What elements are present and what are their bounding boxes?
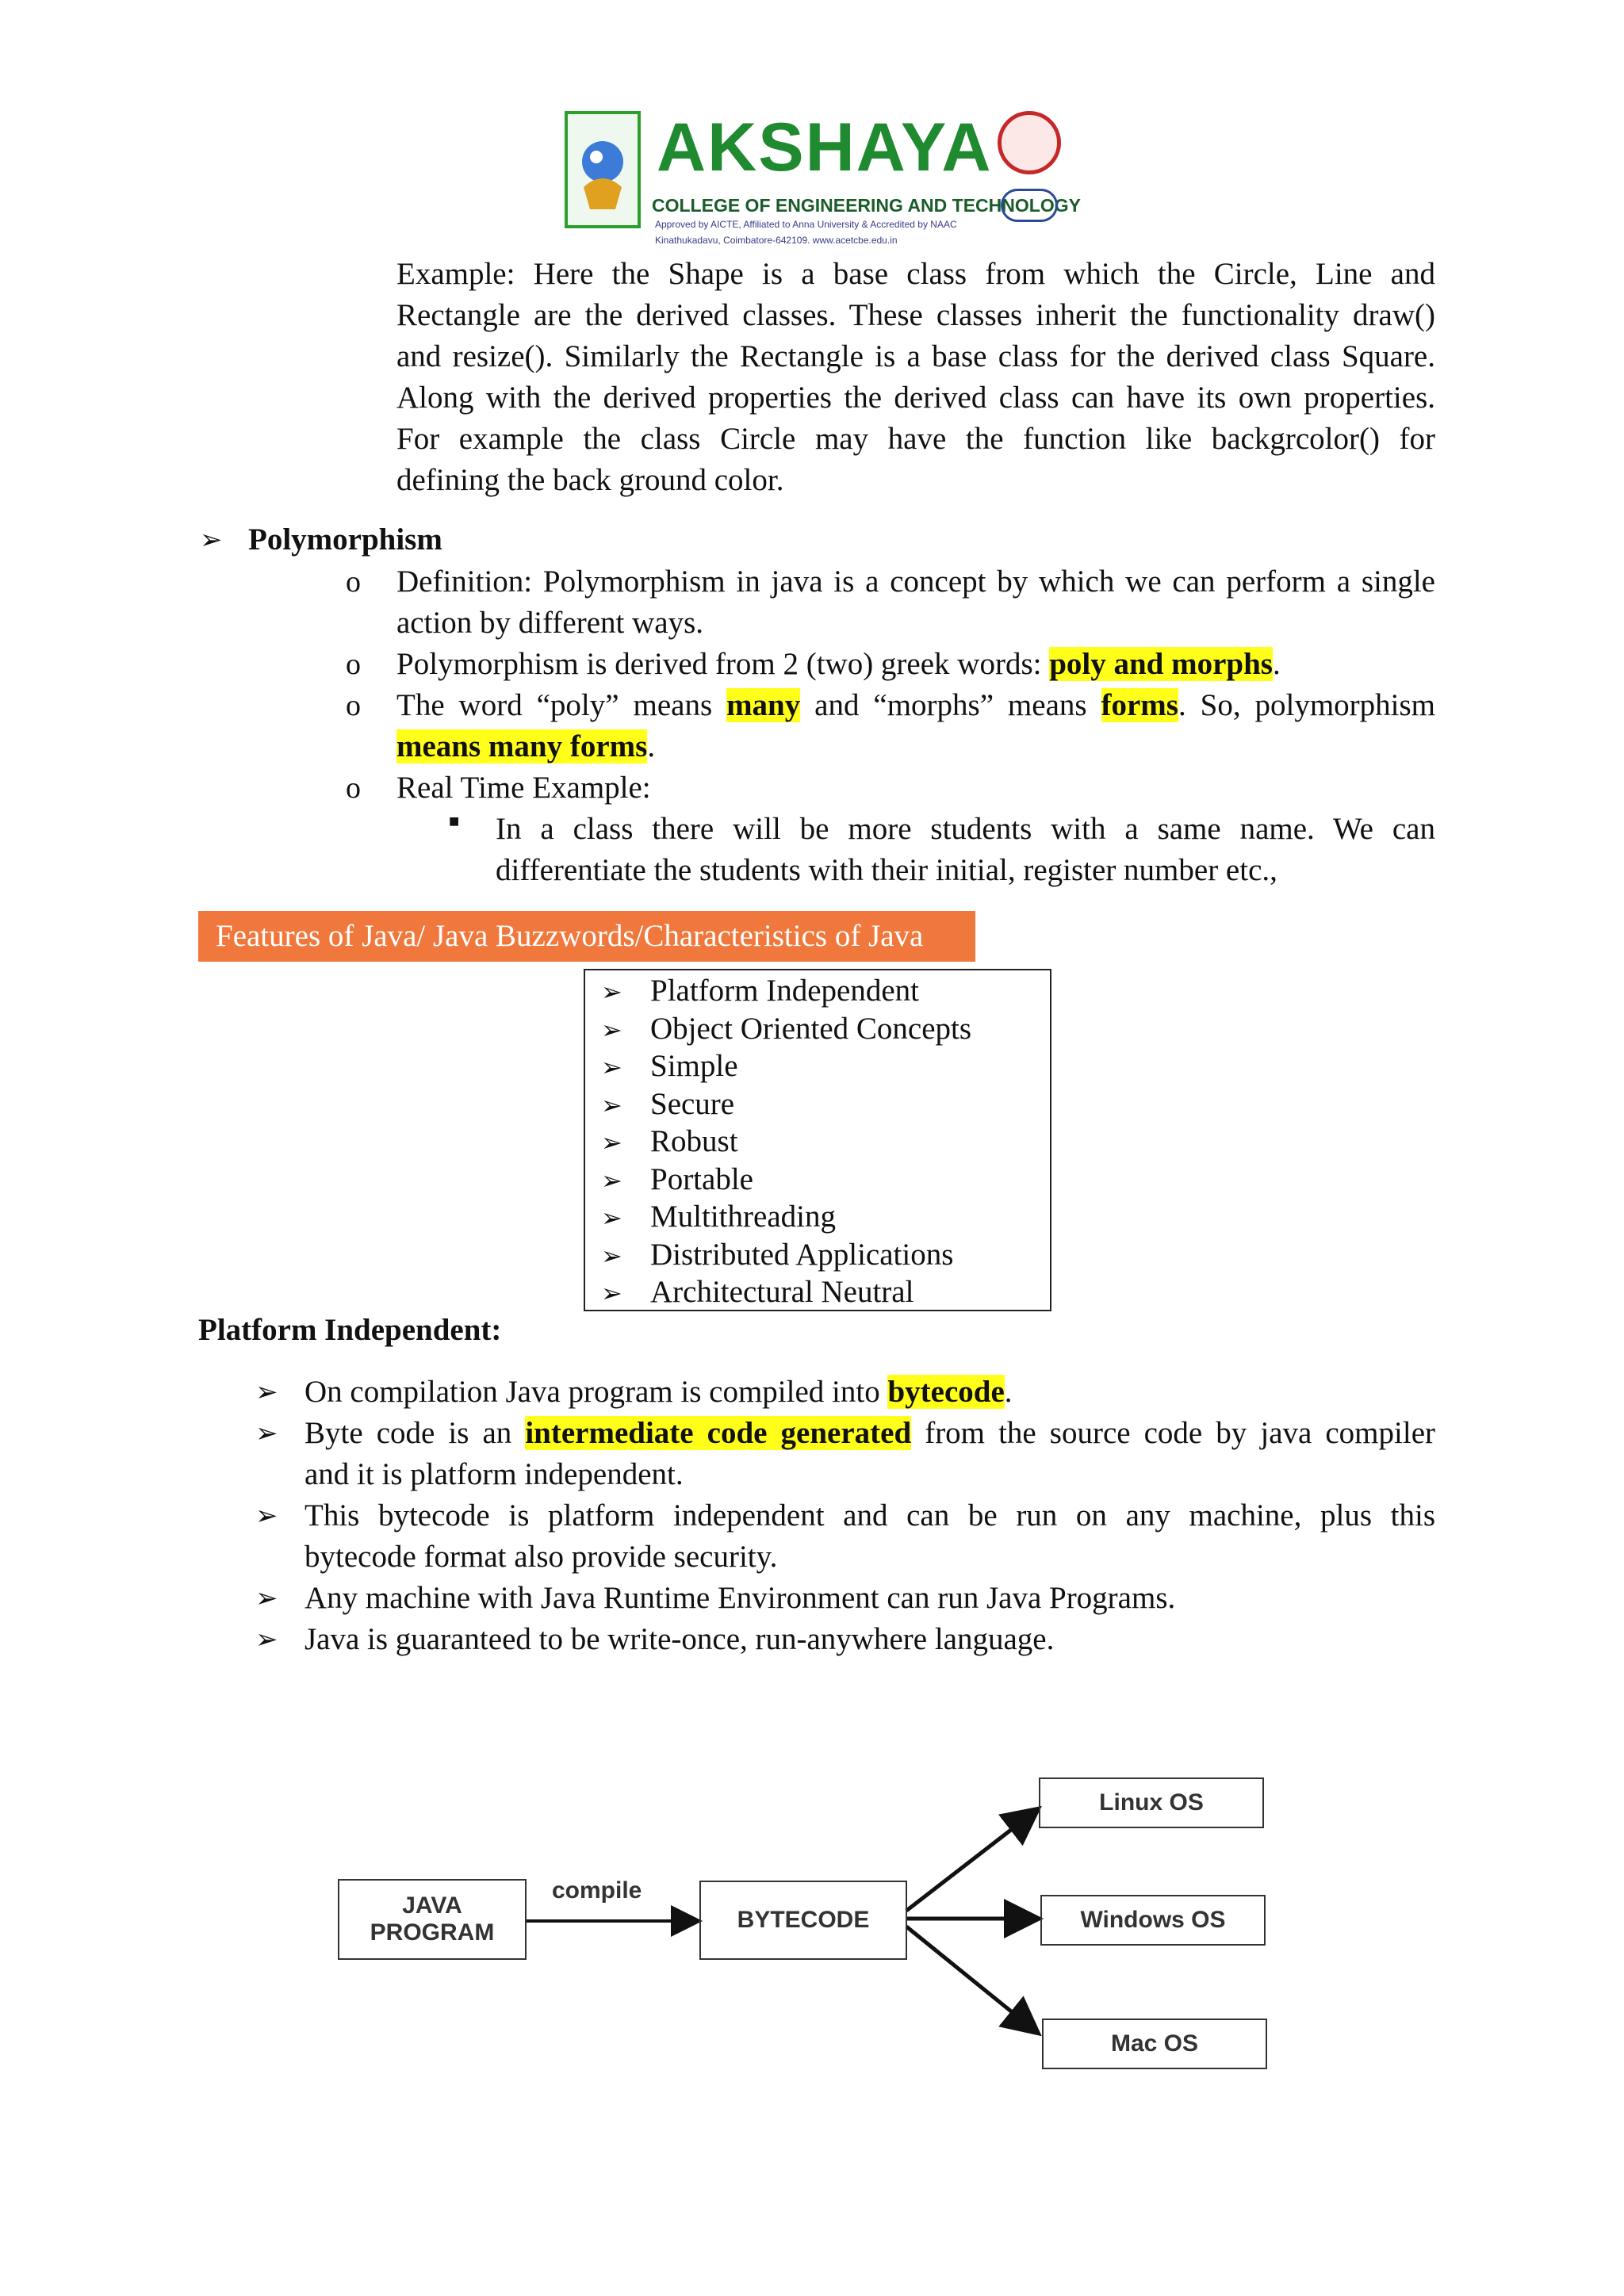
pi-bullet-2: Byte code is an intermediate code generated from the source code by java compiler and it is platform independent.	[304, 1416, 1435, 1491]
highlight-many: many	[726, 688, 801, 722]
example-line: Along with the derived properties the derived class can have its own properties.	[396, 381, 1435, 415]
circle-bullet-icon: o	[346, 648, 361, 681]
pi-bullet-4: Any machine with Java Runtime Environment can run Java Programs.	[304, 1581, 1176, 1615]
arrow-bullet-icon: ➢	[601, 1165, 622, 1196]
definition-line-1: Definition: Polymorphism in java is a concept by which we can perform a single	[396, 564, 1435, 599]
highlight-poly-morphs: poly and morphs	[1049, 647, 1273, 681]
polymorphism-heading: Polymorphism	[248, 522, 442, 557]
java-program-box	[338, 1879, 527, 1960]
square-bullet-icon: ■	[449, 811, 460, 831]
realtime-line-2: differentiate the students with their initial, register number etc.,	[496, 853, 1277, 887]
circle-bullet-icon: o	[346, 771, 361, 805]
word-text: and “morphs” means	[800, 688, 1101, 722]
example-line: Rectangle are the derived classes. These classes inherit the functionality draw()	[396, 298, 1435, 332]
feature-item: ➢ Object Oriented Concepts	[601, 1010, 971, 1049]
arrow-bullet-icon: ➢	[601, 1203, 622, 1233]
arrow-bullet-icon: ➢	[255, 1500, 278, 1532]
arrow-bullet-icon: ➢	[601, 1127, 622, 1158]
java-program-label-1: JAVA	[402, 1892, 462, 1919]
arrow-bullet-icon: ➢	[601, 977, 622, 1007]
college-subtitle: COLLEGE OF ENGINEERING AND TECHNOLOGY	[652, 195, 1081, 216]
word-text: The word “poly” means	[396, 688, 727, 722]
definition-line-2: action by different ways.	[396, 606, 703, 640]
arrow-bullet-icon: ➢	[255, 1418, 278, 1449]
address-line: Kinathukadavu, Coimbatore-642109. www.acetcbe.edu.in	[655, 235, 898, 246]
arrow-bullet-icon: ➢	[255, 1624, 278, 1655]
platform-independent-heading: Platform Independent:	[198, 1313, 502, 1347]
college-name: AKSHAYA	[657, 109, 993, 186]
features-banner: Features of Java/ Java Buzzwords/Characteristics of Java	[198, 911, 975, 962]
pi-bullet-5: Java is guaranteed to be write-once, run-anywhere language.	[304, 1622, 1055, 1656]
word-text: .	[647, 729, 656, 763]
approval-line: Approved by AICTE, Affiliated to Anna University & Accredited by NAAC	[655, 219, 957, 230]
feature-item: ➢ Simple	[601, 1047, 738, 1086]
example-line: For example the class Circle may have the function like backgrcolor() for	[396, 422, 1435, 456]
arrow-bullet-icon: ➢	[601, 1015, 622, 1045]
example-line: and resize(). Similarly the Rectangle is a base class for the derived class Square.	[396, 339, 1435, 373]
highlight-intermediate-code: intermediate code generated	[525, 1416, 912, 1450]
pi-bullet-1: On compilation Java program is compiled into bytecode.	[304, 1375, 1013, 1409]
feature-item: ➢ Platform Independent	[601, 972, 919, 1011]
windows-os-box: Windows OS	[1040, 1895, 1266, 1946]
derived-text: Polymorphism is derived from 2 (two) greek words:	[396, 647, 1050, 681]
arrow-bullet-icon: ➢	[255, 1376, 278, 1408]
arrow-bullet-icon: ➢	[601, 1241, 622, 1271]
highlight-forms: forms	[1101, 688, 1178, 722]
highlight-means-many-forms: means many forms	[396, 729, 648, 763]
arrow-bullet-icon: ➢	[255, 1582, 278, 1614]
arrow-bullet-icon: ➢	[601, 1278, 622, 1308]
arrow-bullet-icon: ➢	[601, 1090, 622, 1120]
example-line: defining the back ground color.	[396, 463, 784, 497]
feature-item: ➢ Robust	[601, 1123, 738, 1161]
bytecode-box: BYTECODE	[699, 1881, 907, 1960]
arrow-to-mac	[906, 1927, 1036, 2031]
circle-bullet-icon: o	[346, 689, 361, 722]
mac-os-box: Mac OS	[1042, 2019, 1267, 2069]
realtime-line-1: In a class there will be more students with a same name. We can	[496, 812, 1435, 846]
java-program-label-2: PROGRAM	[370, 1919, 495, 1946]
arrow-bullet-icon: ➢	[601, 1052, 622, 1082]
feature-item: ➢ Portable	[601, 1161, 753, 1200]
linux-os-box: Linux OS	[1039, 1777, 1264, 1828]
example-line: Example: Here the Shape is a base class from which the Circle, Line and	[396, 257, 1435, 291]
circle-bullet-icon: o	[346, 565, 361, 599]
compile-label: compile	[552, 1877, 642, 1904]
feature-item: ➢ Multithreading	[601, 1198, 836, 1237]
arrow-to-linux	[906, 1811, 1036, 1911]
feature-item: ➢ Architectural Neutral	[601, 1273, 914, 1312]
arrow-bullet-icon: ➢	[200, 524, 223, 556]
feature-item: ➢ Secure	[601, 1085, 734, 1124]
feature-item: ➢ Distributed Applications	[601, 1236, 953, 1275]
derived-suffix: .	[1272, 647, 1281, 681]
realtime-label: Real Time Example:	[396, 771, 651, 805]
word-text: . So, polymorphism	[1178, 688, 1436, 722]
highlight-bytecode: bytecode	[887, 1375, 1005, 1409]
pi-bullet-3: This bytecode is platform independent and can be run on any machine, plus this bytecode format also provide security.	[304, 1498, 1435, 1574]
